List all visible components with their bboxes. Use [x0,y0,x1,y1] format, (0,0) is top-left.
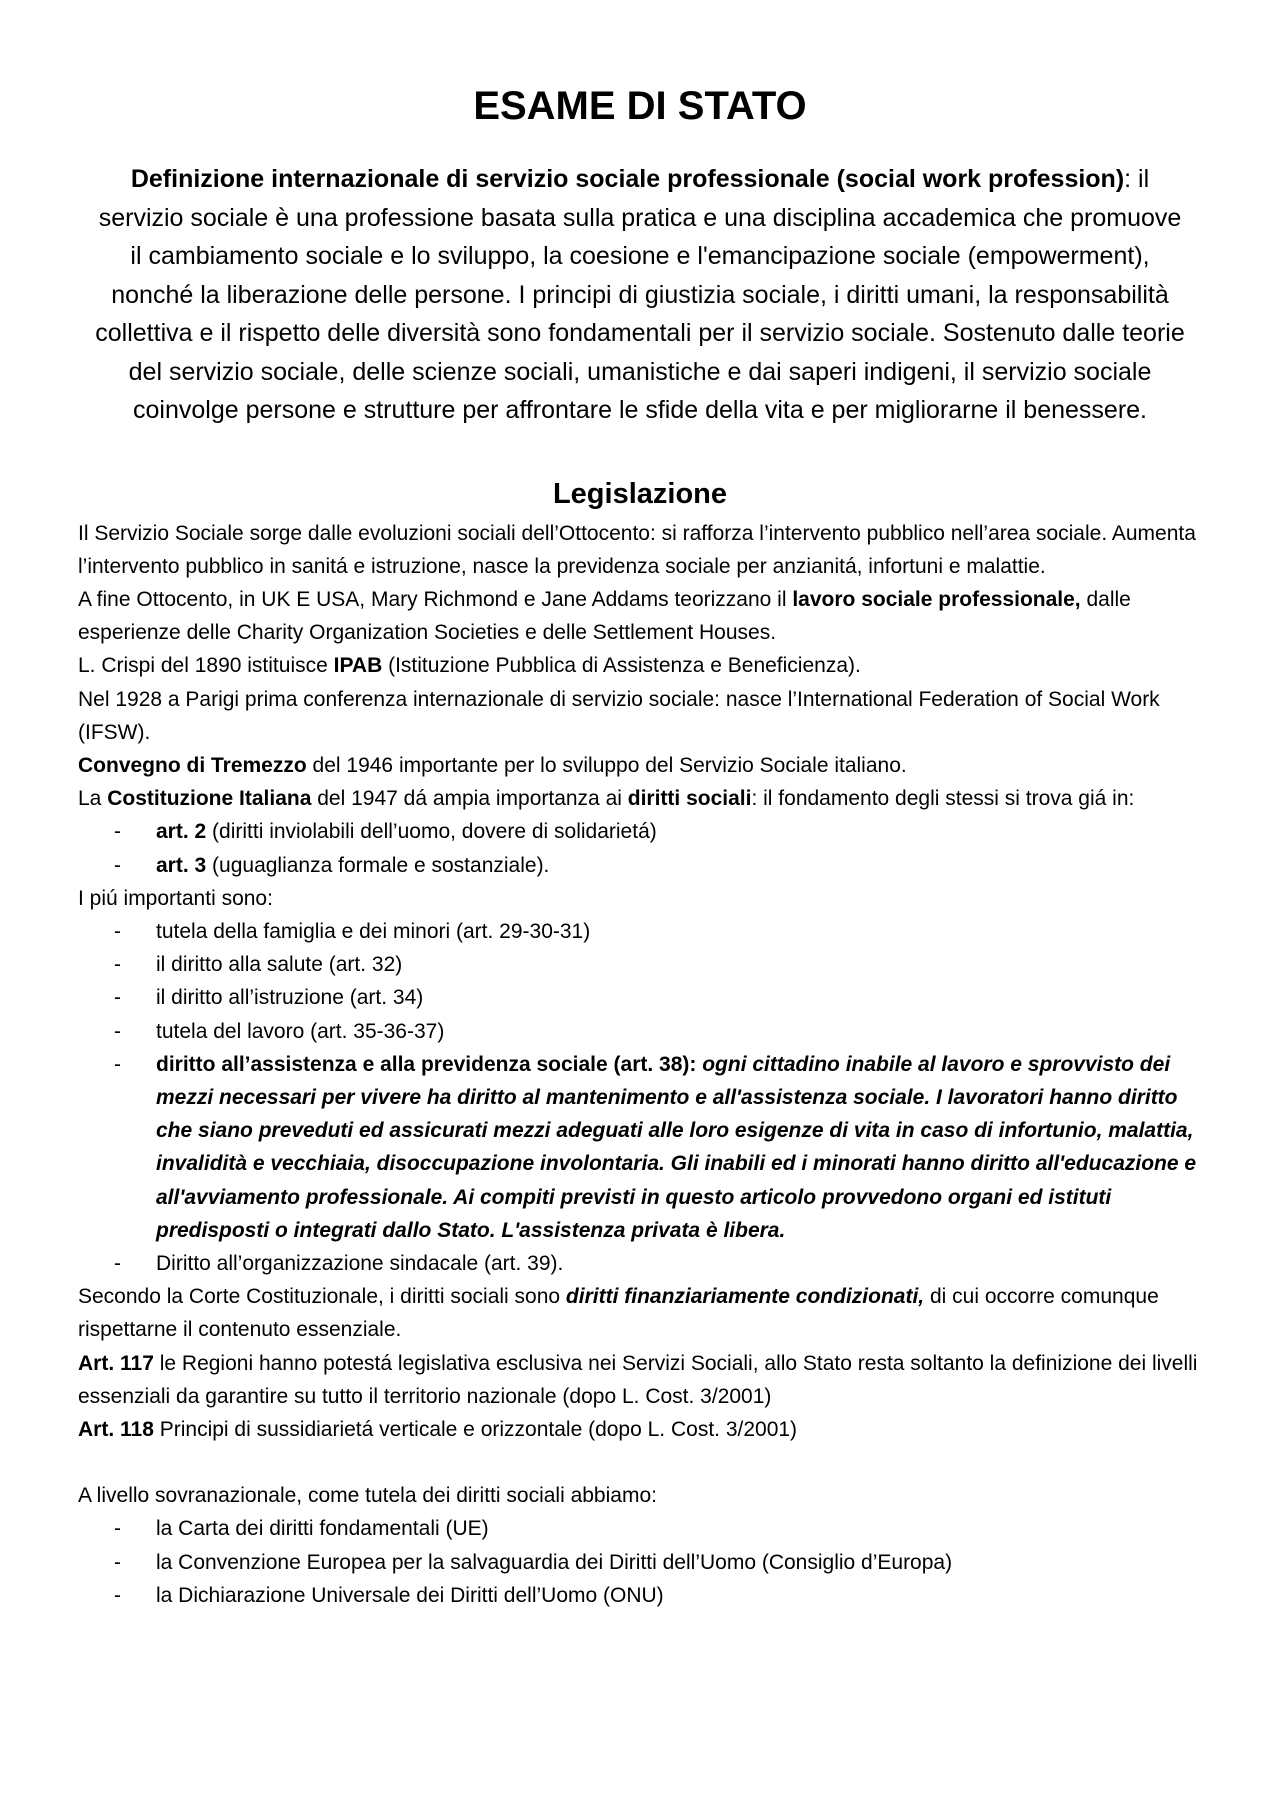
list-item: - tutela della famiglia e dei minori (art. 29-30-31) [156,915,1202,948]
list-item-text: (uguaglianza formale e sostanziale). [206,853,550,877]
paragraph-costituzione [78,782,1202,815]
section-heading-legislazione: Legislazione [552,477,728,510]
paragraph-text: (Istituzione Pubblica di Assistenza e Beneficienza). [382,654,861,678]
paragraph-text: di cui occorre comunque rispettarne il contenuto essenziale. [78,1285,1159,1342]
paragraph-text: L. Crispi del 1890 istituisce [78,654,334,678]
paragraph-bold: lavoro sociale professionale, [792,587,1081,611]
art38-quote: ogni cittadino inabile al lavoro e sprovvisto dei mezzi necessari per vivere ha diritto al mantenimento e all'assistenza sociale. I lavoratori hanno diritto che siano preveduti ed assicurati mezzi adeguati alle loro esigenze di vita in caso di infortunio, malattia, invalidità e vecchiaia, disoccupazione involontaria. Gli inabili ed i minorati hanno diritto all'educazione e all'avviamento professionale. Ai compiti previsti in questo articolo provvedono organi ed istituti predisposti o integrati dallo Stato. L'assistenza privata è libera. [156,1052,1197,1242]
paragraph-bold: Costituzione Italiana [107,787,312,811]
list-item-art38 [156,1048,1202,1247]
paragraph-bold: Art. 118 [78,1417,154,1441]
paragraph-sovranazionale: A livello sovranazionale, come tutela dei diritti sociali abbiamo: [78,1484,657,1508]
intro-definition [92,160,1188,430]
paragraph-corte-costituzionale [78,1280,1202,1346]
supranational-list [78,1512,1202,1612]
paragraph-text: La [78,787,108,811]
art38-bold: diritto all’assistenza e alla previdenza sociale (art. 38): [156,1052,697,1076]
paragraph-text: le Regioni hanno potestá legislativa esclusiva nei Servizi Sociali, allo Stato resta soltanto la definizione dei livelli essenziali da garantire su tutto il territorio nazionale (dopo L. Cost. 3/2001) [78,1351,1198,1408]
paragraph-text: : il fondamento degli stessi si trova giá in: [751,787,1135,811]
paragraph-ifsw: Nel 1928 a Parigi prima conferenza internazionale di servizio sociale: nasce l’International Federation of Social Work (IFSW). [78,687,1160,744]
paragraph-art118 [78,1413,1202,1446]
paragraph-ottocento: Il Servizio Sociale sorge dalle evoluzioni sociali dell’Ottocento: si rafforza l’intervento pubblico nell’area sociale. Aumenta l’intervento pubblico in sanitá e istruzione, nasce la previdenza sociale per anzianitá, infortuni e malattie. [78,521,1196,578]
list-item-bold: art. 3 [156,853,207,877]
list-item: - Diritto all’organizzazione sindacale (art. 39). [156,1247,1202,1280]
list-item-bold: art. 2 [156,820,207,844]
intro-definition-bold: Definizione internazionale di servizio sociale professionale (social work profession) [130,165,1125,193]
list-item: - la Carta dei diritti fondamentali (UE) [156,1512,1202,1545]
paragraph-bold: Convegno di Tremezzo [78,753,307,777]
intro-definition-text: : il servizio sociale è una professione basata sulla pratica e una disciplina accademica che promuove il cambiamento sociale e lo sviluppo, la coesione e l'emancipazione sociale (empowerment), nonché la liberazione delle persone. I principi di giustizia sociale, i diritti umani, la responsabilità collettiva e il rispetto delle diversità sono fondamentali per il servizio sociale. Sostenuto dalle teorie del servizio sociale, delle scienze sociali, umanistiche e dai saperi indigeni, il servizio sociale coinvolge persone e strutture per affrontare le sfide della vita e per migliorarne il benessere. [95,165,1185,424]
list-item [156,815,1202,848]
paragraph-importanti: I piú importanti sono: [78,886,273,910]
paragraph-text: dalle esperienze delle Charity Organization Societies e delle Settlement Houses. [78,587,1131,645]
paragraph-text: Secondo la Corte Costituzionale, i diritti sociali sono [78,1285,566,1309]
list-item: - il diritto all’istruzione (art. 34) [156,981,1202,1014]
paragraph-text: del 1946 importante per lo sviluppo del Servizio Sociale italiano. [306,753,907,777]
list-item: - la Dichiarazione Universale dei Diritti dell’Uomo (ONU) [156,1579,1202,1612]
articles-list [78,815,1202,881]
paragraph-art117 [78,1347,1202,1413]
important-rights-list [78,915,1202,1280]
paragraph-text: del 1947 dá ampia importanza ai [311,787,628,811]
paragraph-richmond-addams [78,583,1202,649]
spacer [78,1446,1202,1479]
list-item: - il diritto alla salute (art. 32) [156,948,1202,981]
paragraph-crispi-ipab [78,649,1202,682]
paragraph-bold: diritti sociali [627,787,752,811]
list-item [156,849,1202,882]
list-item: - tutela del lavoro (art. 35-36-37) [156,1015,1202,1048]
paragraph-tremezzo [78,749,1202,782]
list-item: - la Convenzione Europea per la salvaguardia dei Diritti dell’Uomo (Consiglio d’Europa) [156,1546,1202,1579]
paragraph-text: Principi di sussidiarietá verticale e orizzontale (dopo L. Cost. 3/2001) [153,1417,798,1441]
page-title: ESAME DI STATO [473,84,807,128]
paragraph-text: A fine Ottocento, in UK E USA, Mary Richmond e Jane Addams teorizzano il [78,587,793,611]
paragraph-bold-italic: diritti finanziariamente condizionati, [565,1285,925,1309]
list-item-text: (diritti inviolabili dell’uomo, dovere di solidarietá) [206,820,657,844]
paragraph-bold: Art. 117 [78,1351,154,1375]
paragraph-bold: IPAB [333,654,383,678]
